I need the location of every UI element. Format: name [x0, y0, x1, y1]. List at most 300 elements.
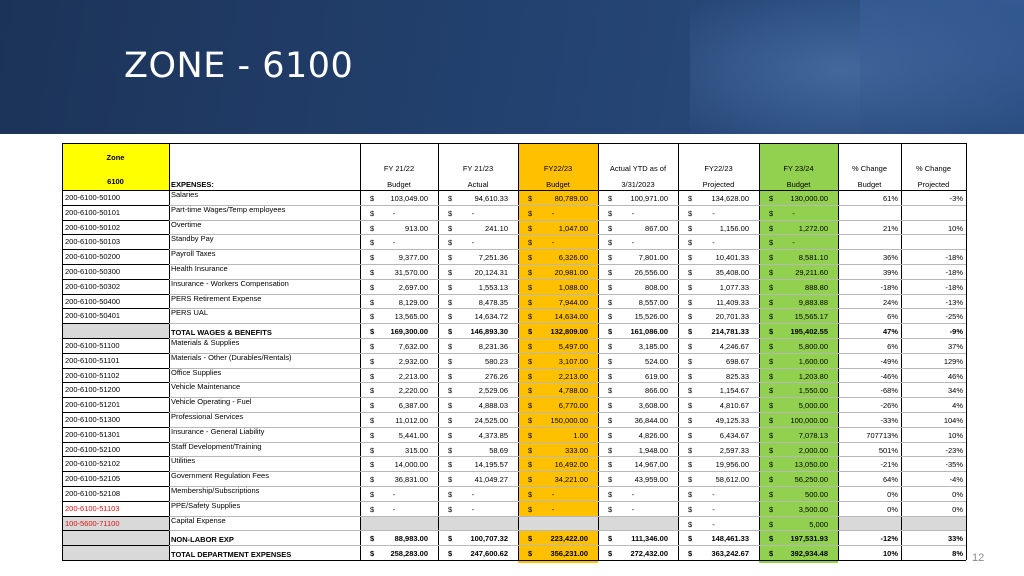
dollar-sign: $	[688, 238, 693, 248]
grid-row-line	[169, 442, 966, 443]
dollar-sign: $	[528, 534, 533, 544]
dollar-sign: $	[370, 549, 375, 559]
dollar-sign: $	[688, 327, 693, 337]
dollar-sign: $	[448, 371, 453, 381]
value-cell: 333.00	[565, 445, 588, 455]
account-number: 200-6100-52105	[65, 474, 121, 484]
value-cell: 100,000.00	[790, 416, 828, 425]
pct-change-budget: 61%	[882, 194, 898, 203]
dollar-sign: $	[769, 342, 774, 351]
dollar-sign: $	[448, 430, 453, 440]
value-cell: 867.00	[645, 223, 668, 233]
grid-row-line	[62, 264, 169, 265]
dollar-sign: $	[370, 356, 375, 366]
grid-row-line	[62, 382, 169, 383]
dollar-sign: $	[528, 208, 533, 218]
dollar-sign: $	[370, 282, 375, 292]
dollar-sign: $	[448, 386, 453, 396]
dollar-sign: $	[769, 268, 774, 277]
value-cell: 808.00	[645, 282, 668, 292]
dollar-sign: $	[608, 460, 613, 470]
value-cell: 35,408.00	[715, 268, 749, 277]
value-cell: -	[712, 504, 715, 514]
dollar-sign: $	[608, 475, 613, 485]
value-cell: 6,326.00	[558, 253, 588, 263]
dollar-sign: $	[769, 416, 774, 425]
column-header-bottom: Budget	[786, 180, 811, 189]
dollar-sign: $	[608, 504, 613, 514]
dollar-sign: $	[528, 194, 533, 203]
dollar-sign: $	[370, 194, 375, 203]
value-cell: 14,000.00	[394, 460, 428, 470]
value-cell: 3,185.00	[638, 342, 668, 351]
value-cell: 49,125.33	[715, 416, 749, 425]
value-cell: 2,932.00	[398, 356, 428, 366]
pct-change-budget: 6%	[887, 342, 898, 351]
value-cell: 2,597.33	[719, 445, 749, 455]
grid-row-line	[169, 501, 966, 502]
value-cell: 132,809.00	[550, 327, 588, 337]
grid-row-line	[169, 205, 966, 206]
value-cell: 825.33	[726, 371, 749, 381]
dollar-sign: $	[688, 342, 693, 351]
pct-change-projected: -18%	[945, 268, 963, 277]
dollar-sign: $	[448, 475, 453, 485]
value-cell: 392,934.48	[790, 549, 828, 559]
value-cell: 11,012.00	[395, 416, 428, 425]
dollar-sign: $	[769, 282, 774, 292]
value-cell: -	[471, 238, 475, 248]
dollar-sign: $	[769, 430, 774, 440]
pct-change-projected: 46%	[947, 371, 963, 381]
dollar-sign: $	[448, 327, 453, 337]
pct-change-budget: 707713%	[866, 430, 898, 440]
dollar-sign: $	[608, 297, 613, 307]
value-cell: -	[631, 208, 635, 218]
pct-change-projected: -18%	[945, 253, 963, 263]
dollar-sign: $	[528, 430, 533, 440]
value-cell: 1,077.33	[719, 282, 749, 292]
dollar-sign: $	[688, 549, 693, 559]
dollar-sign: $	[608, 282, 613, 292]
pct-change-budget: -18%	[880, 282, 898, 292]
value-cell: 150,000.00	[550, 416, 588, 425]
value-cell: 1,553.13	[478, 282, 508, 292]
value-cell: -	[551, 208, 555, 218]
pct-change-budget: 501%	[878, 445, 898, 455]
dollar-sign: $	[769, 194, 774, 203]
grid-row-line	[62, 368, 169, 369]
title-banner	[0, 0, 1024, 134]
value-cell: 913.00	[405, 223, 428, 233]
expense-description: PPE/Safety Supplies	[171, 500, 241, 510]
dollar-sign: $	[769, 312, 774, 322]
account-number: 200-6100-51200	[65, 385, 121, 395]
pct-change-projected: 33%	[947, 534, 963, 544]
grid-row-line	[169, 382, 966, 383]
expense-description: Salaries	[171, 190, 199, 199]
grid-row-line	[62, 249, 169, 250]
grid-row-line	[62, 530, 169, 531]
dollar-sign: $	[608, 445, 613, 455]
pct-change-projected: -35%	[945, 460, 963, 470]
pct-change-budget: -49%	[880, 356, 898, 366]
dollar-sign: $	[448, 194, 453, 203]
dollar-sign: $	[370, 208, 375, 218]
value-cell: 2,213.00	[558, 371, 588, 381]
pct-change-budget: 39%	[882, 268, 898, 277]
grid-top	[62, 143, 966, 144]
zone-value: 6100	[107, 177, 124, 186]
value-cell: 2,000.00	[798, 445, 828, 455]
grid-row-line	[62, 486, 169, 487]
account-number: 200-6100-51100	[65, 341, 120, 350]
value-cell: 9,377.00	[398, 253, 428, 263]
dollar-sign: $	[769, 371, 774, 381]
value-cell: 14,634.00	[554, 312, 588, 322]
expense-description: PERS Retirement Expense	[171, 293, 262, 303]
value-cell: 20,701.33	[715, 312, 749, 322]
grid-row-line	[169, 338, 966, 339]
value-cell: 100,707.32	[470, 534, 508, 544]
grid-row-line	[62, 412, 169, 413]
pct-change-projected: 8%	[952, 549, 963, 559]
value-cell: 6,770.00	[558, 401, 588, 411]
grid-row-line	[169, 456, 966, 457]
value-cell: 1,047.00	[558, 223, 588, 233]
grid-row-line	[62, 427, 169, 428]
value-cell: 146,893.30	[470, 327, 508, 337]
pct-change-budget: 47%	[882, 327, 898, 337]
grid-row-line	[169, 530, 966, 531]
dollar-sign: $	[448, 401, 453, 411]
value-cell: 1,088.00	[558, 282, 588, 292]
dollar-sign: $	[608, 268, 613, 277]
value-cell: 26,556.00	[634, 268, 668, 277]
dollar-sign: $	[769, 356, 774, 366]
dollar-sign: $	[688, 208, 693, 218]
value-cell: 5,800.00	[798, 342, 828, 351]
value-cell: 80,789.00	[554, 194, 588, 203]
value-cell: -	[712, 208, 715, 218]
value-cell: 111,346.00	[631, 534, 668, 544]
value-cell: -	[712, 519, 715, 529]
value-cell: 1.00	[573, 430, 588, 440]
value-cell: 8,129.00	[398, 297, 428, 307]
value-cell: 29,211.60	[795, 268, 828, 277]
dollar-sign: $	[448, 490, 453, 499]
value-cell: 14,967.00	[634, 460, 668, 470]
value-cell: -	[392, 504, 396, 514]
value-cell: 1,948.00	[638, 445, 668, 455]
dollar-sign: $	[370, 475, 375, 485]
value-cell: 100,971.00	[630, 194, 668, 203]
column-header-bottom: Budget	[546, 180, 570, 189]
dollar-sign: $	[608, 549, 613, 559]
value-cell: 4,888.03	[478, 401, 508, 411]
dollar-sign: $	[528, 253, 533, 263]
pct-change-projected: 4%	[952, 401, 963, 411]
account-number: 200-6100-50401	[65, 311, 121, 321]
grid-row-line	[169, 308, 966, 309]
value-cell: 888.80	[805, 282, 828, 292]
value-cell: 524.00	[645, 356, 668, 366]
dollar-sign: $	[448, 549, 453, 559]
pct-change-budget: 10%	[882, 549, 898, 559]
value-cell: 16,492.00	[554, 460, 588, 470]
dollar-sign: $	[608, 416, 613, 425]
dollar-sign: $	[688, 519, 693, 529]
dollar-sign: $	[769, 327, 774, 337]
column-header-bottom: Actual	[467, 180, 489, 189]
pct-change-budget: 0%	[887, 490, 898, 499]
dollar-sign: $	[448, 416, 453, 425]
pct-change-budget: -33%	[880, 416, 898, 425]
dollar-sign: $	[448, 445, 453, 455]
value-cell: 2,529.06	[478, 386, 508, 396]
dollar-sign: $	[769, 297, 774, 307]
dollar-sign: $	[370, 460, 375, 470]
dollar-sign: $	[608, 490, 613, 499]
dollar-sign: $	[528, 386, 533, 396]
dollar-sign: $	[769, 223, 774, 233]
value-cell: 272,432.00	[630, 549, 668, 559]
value-cell: 1,156.00	[719, 223, 749, 233]
value-cell: 36,831.00	[394, 475, 428, 485]
dollar-sign: $	[528, 327, 533, 337]
expense-description: Part-time Wages/Temp employees	[171, 204, 286, 214]
column-header-top: % Change	[915, 164, 952, 173]
dollar-sign: $	[370, 416, 375, 425]
dollar-sign: $	[370, 268, 375, 277]
dollar-sign: $	[688, 534, 693, 544]
pct-change-projected: -18%	[945, 282, 963, 292]
value-cell: -	[551, 504, 555, 514]
value-cell: 7,251.36	[478, 253, 508, 263]
expense-description: Health Insurance	[171, 264, 228, 273]
value-cell: 94,610.33	[474, 194, 508, 203]
grid-row-line	[169, 323, 966, 324]
value-cell: 103,049.00	[390, 194, 428, 203]
value-cell: 247,600.62	[470, 549, 508, 559]
slide-title: ZONE - 6100	[124, 46, 354, 86]
value-cell: 500.00	[805, 490, 828, 499]
column-header-bottom: Budget	[857, 180, 882, 189]
account-number: 200-6100-51300	[65, 415, 121, 424]
value-cell: 14,195.57	[474, 460, 508, 470]
grid-row-line	[62, 338, 169, 339]
dollar-sign: $	[608, 371, 613, 381]
grid-vline	[966, 143, 967, 560]
pct-change-projected: -23%	[945, 445, 963, 455]
dollar-sign: $	[608, 401, 613, 411]
dollar-sign: $	[688, 401, 693, 411]
value-cell: 161,086.00	[630, 327, 668, 337]
dollar-sign: $	[608, 223, 613, 233]
dollar-sign: $	[370, 238, 375, 248]
value-cell: 43,959.00	[634, 475, 668, 485]
grid-row-line	[169, 516, 966, 517]
column-header-bottom: Budget	[387, 180, 411, 189]
dollar-sign: $	[688, 268, 693, 277]
value-cell: 10,401.33	[715, 253, 749, 263]
dollar-sign: $	[769, 253, 774, 263]
expense-description: Staff Development/Training	[171, 441, 262, 451]
account-number: 200-6100-52102	[65, 459, 121, 469]
value-cell: -	[792, 208, 795, 218]
value-cell: 1,600.00	[798, 356, 828, 366]
budget-spreadsheet	[62, 143, 966, 563]
pct-change-projected: 0%	[952, 504, 963, 514]
value-cell: 56,250.00	[794, 475, 828, 485]
dollar-sign: $	[448, 297, 453, 307]
column-header-top: % Change	[851, 164, 888, 173]
dollar-sign: $	[608, 534, 613, 544]
column-header-bottom: Projected	[702, 180, 735, 189]
value-cell: 1,154.67	[719, 386, 749, 396]
dollar-sign: $	[688, 416, 693, 425]
expense-description: Overtime	[171, 219, 202, 229]
expense-description: Materials - Other (Durables/Rentals)	[171, 352, 292, 362]
value-cell: 24,525.00	[474, 416, 508, 425]
grid-row-line	[62, 279, 169, 280]
value-cell: 3,608.00	[638, 401, 668, 411]
value-cell: 6,434.67	[719, 430, 749, 440]
value-cell: 20,124.31	[474, 268, 508, 277]
value-cell: 4,810.67	[719, 401, 749, 411]
grid-row-line	[169, 264, 966, 265]
dollar-sign: $	[688, 460, 693, 470]
grid-row-line	[62, 323, 169, 324]
dollar-sign: $	[688, 312, 693, 322]
dollar-sign: $	[448, 356, 453, 366]
pct-change-projected: -9%	[949, 327, 963, 337]
page-number: 12	[972, 552, 985, 564]
value-cell: 4,246.67	[719, 342, 749, 351]
value-cell: 5,000.00	[798, 401, 828, 411]
pct-change-budget: -68%	[880, 386, 898, 396]
total-label: TOTAL WAGES & BENEFITS	[171, 328, 272, 338]
pct-change-budget: 36%	[882, 253, 898, 263]
account-number: 200-6100-51101	[65, 355, 120, 365]
value-cell: 130,000.00	[790, 194, 828, 203]
dollar-sign: $	[370, 386, 375, 396]
dollar-sign: $	[608, 208, 613, 218]
value-cell: 2,220.00	[398, 386, 428, 396]
dollar-sign: $	[528, 371, 533, 381]
dollar-sign: $	[448, 460, 453, 470]
value-cell: 5,000	[809, 519, 828, 529]
expense-description: Utilities	[171, 456, 196, 466]
value-cell: 363,242.67	[711, 549, 749, 559]
grid-row-line	[169, 545, 966, 546]
dollar-sign: $	[769, 386, 774, 396]
pct-change-projected: 34%	[947, 386, 963, 396]
dollar-sign: $	[370, 253, 375, 263]
value-cell: 8,478.35	[478, 297, 508, 307]
pct-change-projected: -3%	[949, 194, 963, 203]
pct-change-budget: -46%	[880, 371, 898, 381]
dollar-sign: $	[769, 549, 774, 559]
grid-row-line	[62, 397, 169, 398]
value-cell: 14,634.72	[474, 312, 508, 322]
value-cell: 169,300.00	[390, 327, 428, 337]
dollar-sign: $	[769, 504, 774, 514]
expense-description: Insurance - Workers Compensation	[171, 278, 289, 288]
dollar-sign: $	[608, 327, 613, 337]
dollar-sign: $	[608, 253, 613, 263]
account-number: 200-6100-51201	[65, 400, 121, 410]
dollar-sign: $	[688, 386, 693, 396]
value-cell: 619.00	[645, 371, 668, 381]
dollar-sign: $	[370, 312, 375, 322]
dollar-sign: $	[448, 342, 453, 351]
account-number: 200-6100-51102	[65, 370, 120, 380]
pct-change-budget: -12%	[880, 534, 898, 544]
value-cell: 580.23	[485, 356, 508, 366]
value-cell: 19,956.00	[715, 460, 749, 470]
expense-description: Insurance - General Liability	[171, 426, 265, 436]
dollar-sign: $	[608, 312, 613, 322]
grid-row-line	[62, 456, 169, 457]
value-cell: -	[712, 238, 715, 248]
pct-change-projected: -13%	[945, 297, 963, 307]
value-cell: 9,883.88	[798, 297, 828, 307]
account-number: 200-6100-52100	[65, 444, 121, 454]
value-cell: 134,628.00	[711, 194, 749, 203]
value-cell: 698.67	[726, 356, 749, 366]
grid-row-line	[169, 397, 966, 398]
pct-change-budget: 64%	[882, 475, 898, 485]
value-cell: 1,203.80	[798, 371, 828, 381]
value-cell: 3,107.00	[558, 356, 588, 366]
account-number: 200-6100-51103	[65, 503, 120, 513]
value-cell: -	[792, 238, 795, 248]
value-cell: 58.69	[489, 445, 508, 455]
account-number: 200-6100-50300	[65, 267, 121, 276]
dollar-sign: $	[528, 475, 533, 485]
value-cell: 41,049.27	[474, 475, 508, 485]
dollar-sign: $	[769, 445, 774, 455]
dollar-sign: $	[688, 504, 693, 514]
value-cell: 13,565.00	[394, 312, 428, 322]
grid-row-line	[62, 205, 169, 206]
dollar-sign: $	[528, 238, 533, 248]
pct-change-projected: 10%	[947, 223, 963, 233]
dollar-sign: $	[688, 223, 693, 233]
pct-change-budget: 21%	[882, 223, 898, 233]
grid-row-line	[169, 368, 966, 369]
dollar-sign: $	[769, 519, 774, 529]
grid-bottom	[62, 560, 966, 561]
value-cell: 241.10	[485, 223, 508, 233]
dollar-sign: $	[370, 534, 375, 544]
expense-description: Capital Expense	[171, 515, 226, 525]
dollar-sign: $	[528, 342, 533, 351]
value-cell: 276.26	[485, 371, 508, 381]
pct-change-budget: 0%	[887, 504, 898, 514]
pct-change-projected: 37%	[947, 342, 963, 351]
value-cell: 148,461.33	[711, 534, 749, 544]
value-cell: -	[712, 490, 715, 499]
account-number: 200-6100-52108	[65, 489, 121, 498]
value-cell: -	[551, 490, 555, 499]
account-number: 200-6100-50103	[65, 237, 121, 247]
pct-change-projected: 129%	[943, 356, 963, 366]
dollar-sign: $	[528, 297, 533, 307]
dollar-sign: $	[448, 223, 453, 233]
dollar-sign: $	[608, 386, 613, 396]
